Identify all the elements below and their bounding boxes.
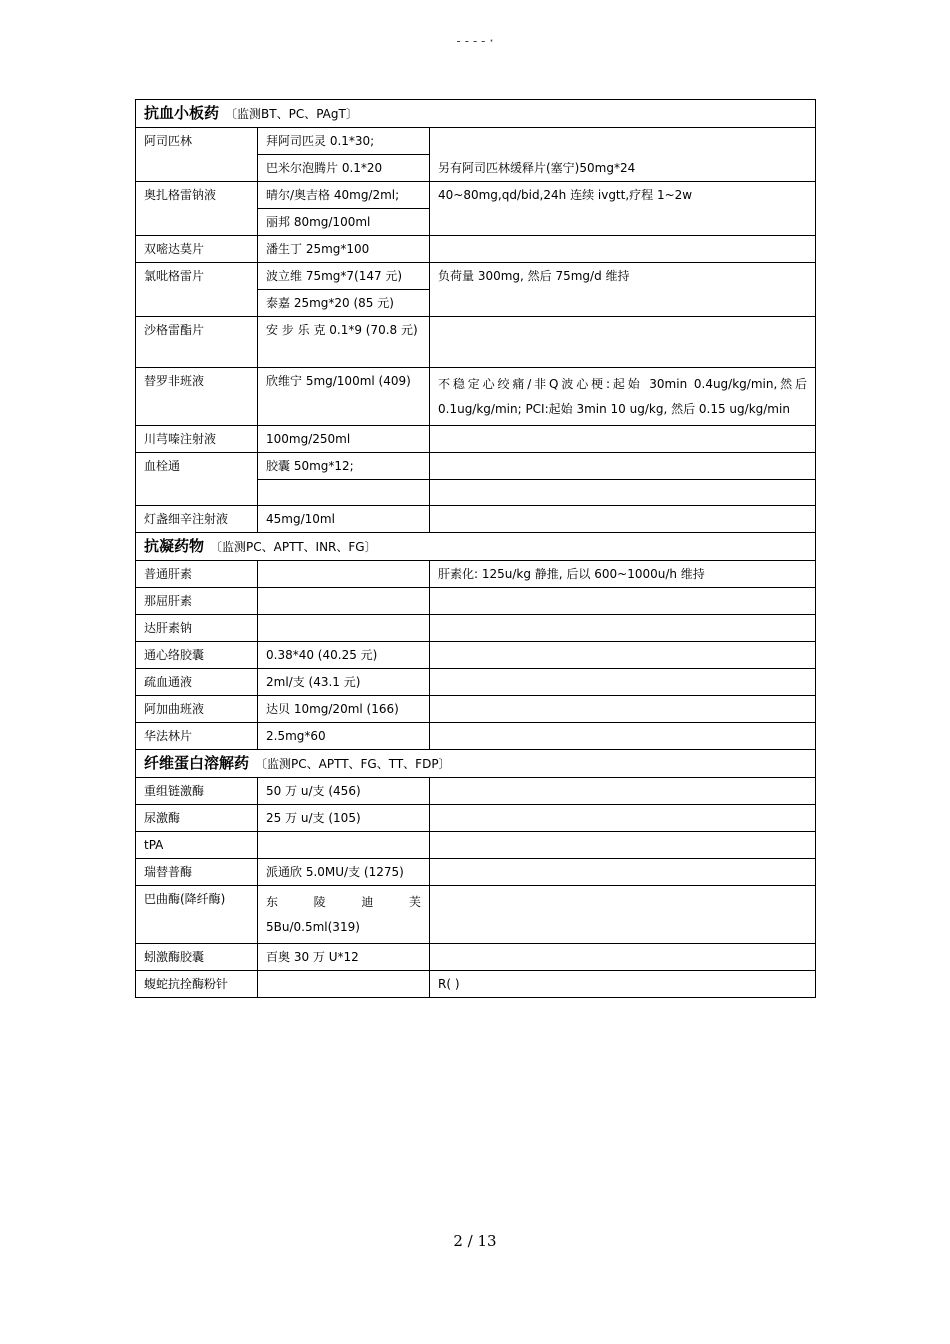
drug-spec: 达贝 10mg/20ml (166) bbox=[258, 696, 430, 723]
section-header-anticoag bbox=[136, 533, 816, 561]
drug-name: 达肝素钠 bbox=[136, 615, 258, 642]
drug-table bbox=[135, 99, 816, 998]
table-row bbox=[136, 506, 816, 533]
section-header-fibrinolytic bbox=[136, 750, 816, 778]
section-title: 纤维蛋白溶解药 bbox=[144, 754, 250, 772]
section-note: 〔监测BT、PC、PAgT〕 bbox=[225, 107, 358, 121]
drug-note: 40~80mg,qd/bid,24h 连续 ivgtt,疗程 1~2w bbox=[430, 182, 816, 236]
header-mark: ----· bbox=[455, 34, 497, 48]
table-row bbox=[136, 588, 816, 615]
drug-name: 蝮蛇抗拴酶粉针 bbox=[136, 971, 258, 998]
table-row bbox=[136, 368, 816, 426]
drug-note: R( ) bbox=[430, 971, 816, 998]
drug-spec: 2.5mg*60 bbox=[258, 723, 430, 750]
drug-spec bbox=[258, 588, 430, 615]
drug-name: 通心络胶囊 bbox=[136, 642, 258, 669]
drug-name: 替罗非班液 bbox=[136, 368, 258, 426]
drug-name: 阿加曲班液 bbox=[136, 696, 258, 723]
drug-note: 另有阿司匹林缓释片(塞宁)50mg*24 bbox=[430, 128, 816, 182]
drug-spec: 晴尔/奥吉格 40mg/2ml; bbox=[258, 182, 430, 209]
drug-spec: 25 万 u/支 (105) bbox=[258, 805, 430, 832]
spec-word: 陵 bbox=[313, 895, 326, 909]
drug-name: 重组链激酶 bbox=[136, 778, 258, 805]
drug-note bbox=[430, 669, 816, 696]
table-row bbox=[136, 128, 816, 155]
drug-spec: 45mg/10ml bbox=[258, 506, 430, 533]
table-row bbox=[136, 236, 816, 263]
drug-spec bbox=[258, 886, 430, 944]
table-row bbox=[136, 669, 816, 696]
table-row bbox=[136, 859, 816, 886]
drug-note bbox=[430, 696, 816, 723]
drug-note bbox=[430, 723, 816, 750]
drug-name: 川芎嗪注射液 bbox=[136, 426, 258, 453]
drug-spec: 100mg/250ml bbox=[258, 426, 430, 453]
drug-name: 阿司匹林 bbox=[136, 128, 258, 182]
section-note: 〔监测PC、APTT、INR、FG〕 bbox=[210, 540, 377, 554]
table-row bbox=[136, 832, 816, 859]
drug-spec: 安 步 乐 克 0.1*9 (70.8 元) bbox=[258, 317, 430, 368]
empty-cell bbox=[430, 480, 816, 506]
section-note: 〔监测PC、APTT、FG、TT、FDP〕 bbox=[255, 757, 451, 771]
drug-note bbox=[430, 944, 816, 971]
drug-spec: 欣维宁 5mg/100ml (409) bbox=[258, 368, 430, 426]
drug-name: tPA bbox=[136, 832, 258, 859]
spec-word: 芙 bbox=[408, 895, 421, 909]
drug-name: 沙格雷酯片 bbox=[136, 317, 258, 368]
table-row bbox=[136, 642, 816, 669]
section-header-antiplatelet bbox=[136, 100, 816, 128]
table-row bbox=[136, 426, 816, 453]
spec-word: 东 bbox=[266, 895, 279, 909]
drug-note bbox=[430, 588, 816, 615]
drug-name: 奥扎格雷钠液 bbox=[136, 182, 258, 236]
drug-note bbox=[430, 615, 816, 642]
drug-note: 不稳定心绞痛/非Q波心梗:起始 30min 0.4ug/kg/min,然后 0.1ug/kg/min; PCI:起始 3min 10 ug/kg, 然后 0.15 ug/kg/min bbox=[430, 368, 816, 426]
drug-note bbox=[430, 859, 816, 886]
drug-name: 氯吡格雷片 bbox=[136, 263, 258, 317]
spec-line: 5Bu/0.5ml(319) bbox=[266, 920, 360, 934]
table-row bbox=[136, 615, 816, 642]
table-row bbox=[136, 317, 816, 368]
drug-spec bbox=[258, 971, 430, 998]
table-row bbox=[136, 263, 816, 290]
drug-name: 那屈肝素 bbox=[136, 588, 258, 615]
drug-name: 血栓通 bbox=[136, 453, 258, 506]
drug-note bbox=[430, 832, 816, 859]
table-row bbox=[136, 805, 816, 832]
drug-spec: 50 万 u/支 (456) bbox=[258, 778, 430, 805]
drug-note bbox=[430, 778, 816, 805]
section-title: 抗血小板药 bbox=[144, 104, 220, 122]
drug-name: 瑞替普酶 bbox=[136, 859, 258, 886]
table-row bbox=[136, 886, 816, 944]
table-row bbox=[136, 561, 816, 588]
drug-name: 巴曲酶(降纤酶) bbox=[136, 886, 258, 944]
drug-spec: 泰嘉 25mg*20 (85 元) bbox=[258, 290, 430, 317]
table-row bbox=[136, 723, 816, 750]
drug-note: 肝素化: 125u/kg 静推, 后以 600~1000u/h 维持 bbox=[430, 561, 816, 588]
drug-name: 普通肝素 bbox=[136, 561, 258, 588]
drug-note bbox=[430, 453, 816, 480]
section-title: 抗凝药物 bbox=[144, 537, 205, 555]
drug-spec: 派通欣 5.0MU/支 (1275) bbox=[258, 859, 430, 886]
table-row bbox=[136, 182, 816, 209]
spec-spread-line bbox=[266, 890, 421, 915]
table-row bbox=[136, 778, 816, 805]
table-row bbox=[136, 971, 816, 998]
table-row bbox=[136, 453, 816, 480]
drug-spec: 潘生丁 25mg*100 bbox=[258, 236, 430, 263]
drug-spec bbox=[258, 561, 430, 588]
drug-note bbox=[430, 236, 816, 263]
drug-note: 负荷量 300mg, 然后 75mg/d 维持 bbox=[430, 263, 816, 317]
page-number: 2 / 13 bbox=[453, 1232, 497, 1250]
drug-spec: 巴米尔泡腾片 0.1*20 bbox=[258, 155, 430, 182]
drug-name: 蚓激酶胶囊 bbox=[136, 944, 258, 971]
drug-name: 灯盏细辛注射液 bbox=[136, 506, 258, 533]
drug-spec: 波立维 75mg*7(147 元) bbox=[258, 263, 430, 290]
drug-name: 双嘧达莫片 bbox=[136, 236, 258, 263]
drug-note bbox=[430, 506, 816, 533]
spec-word: 迪 bbox=[361, 895, 374, 909]
drug-spec bbox=[258, 615, 430, 642]
table-row bbox=[136, 696, 816, 723]
drug-spec: 百奥 30 万 U*12 bbox=[258, 944, 430, 971]
drug-spec: 拜阿司匹灵 0.1*30; bbox=[258, 128, 430, 155]
table-row bbox=[136, 944, 816, 971]
drug-note bbox=[430, 886, 816, 944]
drug-spec: 0.38*40 (40.25 元) bbox=[258, 642, 430, 669]
drug-name: 华法林片 bbox=[136, 723, 258, 750]
drug-note bbox=[430, 805, 816, 832]
drug-note bbox=[430, 642, 816, 669]
drug-spec bbox=[258, 832, 430, 859]
drug-note bbox=[430, 426, 816, 453]
drug-name: 尿激酶 bbox=[136, 805, 258, 832]
drug-name: 疏血通液 bbox=[136, 669, 258, 696]
drug-spec: 2ml/支 (43.1 元) bbox=[258, 669, 430, 696]
empty-cell bbox=[258, 480, 430, 506]
drug-note bbox=[430, 317, 816, 368]
drug-spec: 丽邦 80mg/100ml bbox=[258, 209, 430, 236]
drug-spec: 胶囊 50mg*12; bbox=[258, 453, 430, 480]
